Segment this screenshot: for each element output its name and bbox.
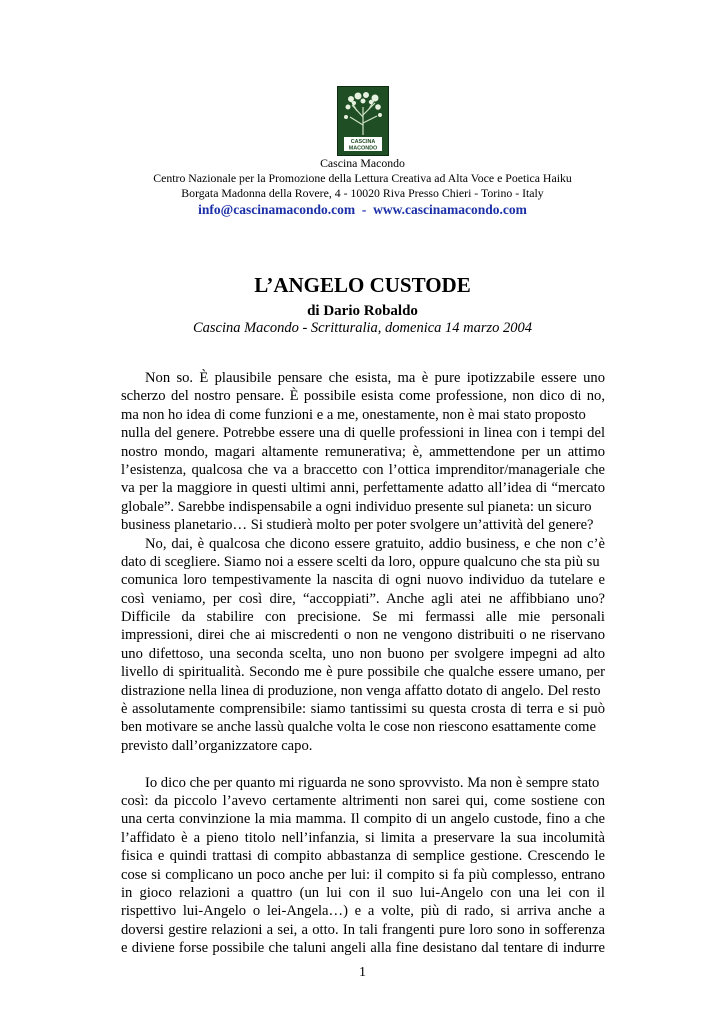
text-line: rispettivo lui-Angelo o lei-Angela…) e a volte, più di rado, si arriva anche a (121, 903, 605, 920)
text-line: è assolutamente comprensibile: siamo tantissimi su questa crosta di terra e si può (121, 701, 605, 718)
text-line: una certa convinzione la mia mamma. Il compito di un angelo custode, fino a che (121, 811, 605, 828)
text-line: No, dai, è qualcosa che dicono essere gratuito, addio business, e che non c’è (145, 535, 605, 552)
text-line: l’affidato è a pieno titolo nell’infanzia, si limita a preservare la sua incolumità (121, 829, 605, 846)
text-line: business planetario… Si studierà molto per poter svolgere un’attività del genere? (121, 517, 594, 534)
org-name: Cascina Macondo (320, 156, 405, 170)
text-line: impressioni, direi che ai miscredenti o non ne vengono distribuiti o ne riservano (121, 627, 605, 644)
text-line: in gioco relazioni a quattro (un lui con il suo lui-Angelo con una lei con il (121, 884, 605, 901)
logo-tree-icon (338, 87, 388, 155)
svg-text:MACONDO: MACONDO (348, 145, 378, 152)
org-description: Centro Nazionale per la Promozione della Lettura Creativa ad Alta Voce e Poetica Haiku (153, 171, 572, 185)
text-line: distrazione nella linea di produzione, non venga affatto dotato di angelo. Del resto (121, 682, 601, 699)
letterhead (0, 156, 725, 219)
text-line: nostro mondo, magari altamente remunerativa; è, ammettendone per un attimo (121, 443, 605, 460)
text-line: scherzo del nostro pensare. È possibile esista come professione, non dico di no, (121, 388, 605, 405)
text-line: fisica e quindi trattasi di compito abbastanza di semplice gestione. Crescendo le (121, 848, 605, 865)
text-line: cose si complicano un poco anche per lui: il compito si fa più complesso, entrano (121, 866, 605, 883)
text-line: uno difettoso, una seconda scelta, uno non buono per svolgere impegni ad alto (121, 645, 605, 662)
document-subtitle: Cascina Macondo - Scritturalia, domenica 14 marzo 2004 (192, 320, 533, 336)
body-text (121, 369, 605, 958)
text-line: va per la maggiore in questi ultimi anni, perfettamente adatto all’idea di “mercato (121, 480, 605, 497)
text-line: previsto dall’organizzatore capo. (121, 737, 313, 754)
text-line: e diviene forse possibile che taluni angeli alla fine desistano dal tentare di indurre (121, 940, 605, 957)
text-line: nulla del genere. Potrebbe essere una di quelle professioni in linea con i tempi del (121, 425, 605, 442)
text-line: Io dico che per quanto mi riguarda ne sono sprovvisto. Ma non è sempre stato (145, 774, 600, 791)
cascina-macondo-logo (337, 86, 389, 156)
text-line: globale”. Sarebbe indispensabile a ogni individuo presente sul pianeta: un sicuro (121, 498, 592, 515)
text-line: dato di scegliere. Siamo noi a essere scelti da loro, oppure qualcuno che sta più su (121, 553, 600, 570)
text-line: ben motivare se anche lassù qualche volta le cose non riescono esattamente come (121, 719, 596, 736)
document-title: L’ANGELO CUSTODE (254, 273, 471, 297)
website-link[interactable]: www.cascinamacondo.com (373, 202, 527, 217)
text-line: l’esistenza, qualcosa che va a braccetto con l’ottica imprenditor/manageriale che (121, 461, 605, 478)
svg-text:CASCINA: CASCINA (350, 139, 376, 145)
document-author: di Dario Robaldo (307, 303, 418, 319)
text-line: ma non ho idea di come funzioni e a me, onestamente, non è mai stato proposto (121, 406, 586, 423)
page-number: 1 (359, 965, 366, 980)
text-line: comunica loro tempestivamente la nascita di ogni nuovo individuo da tutelare e (121, 572, 605, 589)
contacts-line (0, 201, 725, 219)
text-line: doversi gestire relazioni a sei, a otto. In tali frangenti pure loro sono in sofferenza (121, 921, 605, 938)
text-line: livello di spiritualità. Secondo me è pure possibile che qualche essere umano, per (121, 664, 605, 681)
text-line: Difficile da stabilire con precisione. Se mi fermassi alle mie personali (121, 609, 605, 626)
text-line: così: da piccolo l’avevo certamente altrimenti non sarei qui, come sostiene con (121, 792, 605, 809)
paragraph-gap (121, 755, 605, 773)
text-line: così veniamo, per così dire, “accoppiati”. Anche agli atei ne affibbiano uno? (121, 590, 605, 607)
email-link[interactable]: info@cascinamacondo.com (198, 202, 356, 217)
text-line: Non so. È plausibile pensare che esista, ma è pure ipotizzabile essere uno (145, 370, 605, 386)
contact-separator: - (361, 202, 367, 217)
org-address: Borgata Madonna della Rovere, 4 - 10020 Riva Presso Chieri - Torino - Italy (181, 186, 544, 200)
